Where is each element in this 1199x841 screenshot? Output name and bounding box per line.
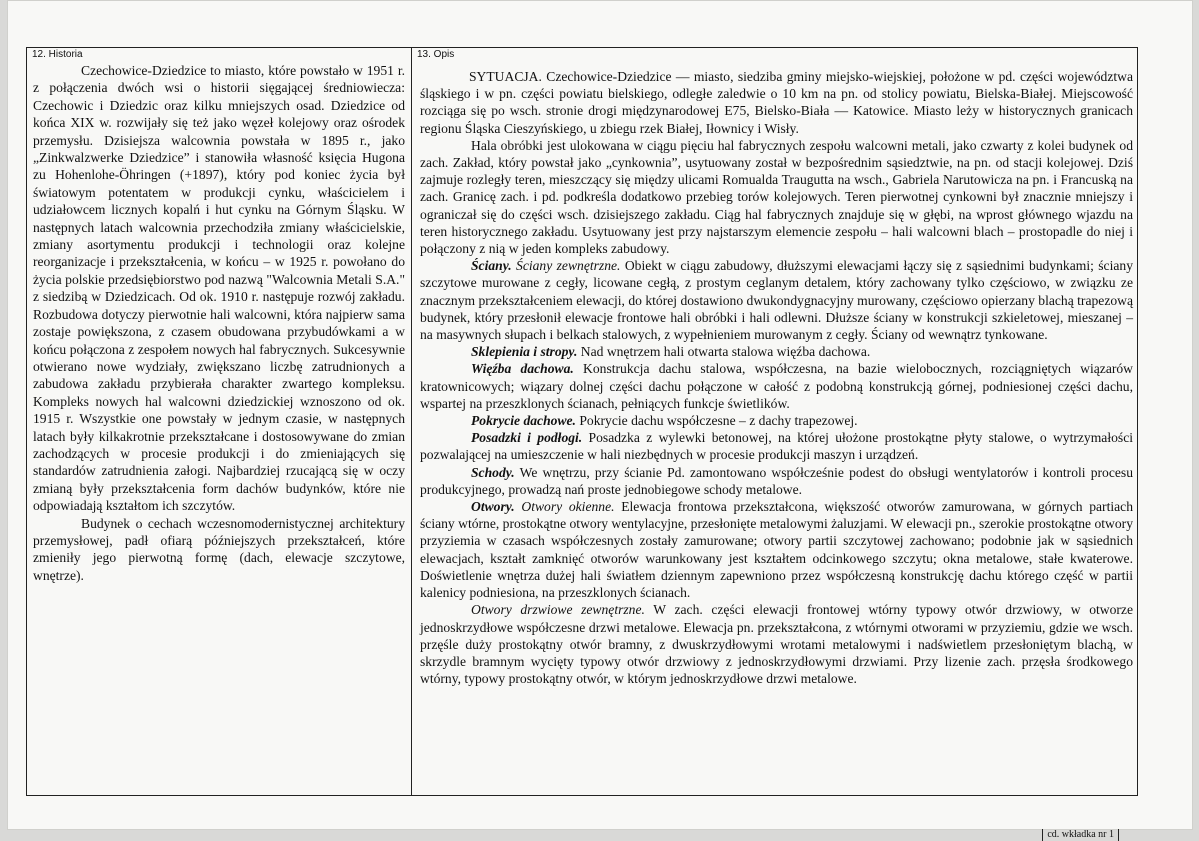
description-text: [420, 68, 1133, 687]
situacja-text: Czechowice-Dziedzice — miasto, siedziba gminy miejsko-wiejskiej, położone w pd. części województwa śląskiego i w pn. części powiatu bielskiego, odległe zaledwie o 10 km na pn. od stolicy powiatu, Bielska-Białej. Miejscowość rozciąga się po wsch. stronie drogi międzynarodowej E75, Bielsko-Biała — Katowice. Miasto leży w historycznych granicach regionu Śląska Cieszyńskiego, u zbiegu rzek Białej, Iłownicy i Wisły.: [420, 69, 1133, 136]
document-sheet: [7, 0, 1193, 840]
sklepienia-paragraph: [420, 343, 1133, 360]
sciany-paragraph: [420, 257, 1133, 343]
situacja-label: SYTUACJA.: [469, 69, 542, 84]
drzwi-text: W zach. części elewacji frontowej wtórny typowy otwór drzwiowy, w otworze jednoskrzydłowe współczesne drzwi metalowe. Elewacja pn. przekształcona, z wtórnymi otworami w przyziemiu, gdzie we wsch. przęśle duży prostokątny otwór bramny, z dwuskrzydłowymi wrotami metalowymi i nadświetlem przesłoniętym blachą, w skrzydle bramnym wycięty typowy otwór drzwiowy z jednoskrzydłowymi drzwiami. Przy lizenie zach. przęsła środkowego wtórny, typowy prostokątny otwór, w którym jednoskrzydłowe drzwi metalowe.: [420, 602, 1133, 687]
sciany-label: Ściany.: [471, 258, 512, 274]
pokrycie-label: Pokrycie dachowe.: [471, 413, 576, 429]
sciany-sublabel: Ściany zewnętrzne.: [511, 258, 621, 274]
wiezba-label: Więźba dachowa.: [471, 361, 574, 377]
history-paragraph-1: Czechowice-Dziedzice to miasto, które powstało w 1951 r. z połączenia dwóch wsi o historii sięgającej średniowiecza: Czechowic i Dziedzic oraz kilku mniejszych osad. Dziedzice od końca XIX w. rozwijały się też jako węzeł kolejowy oraz ośrodek przemysłu. Dzisiejsza walcownia powstała w 1895 r., jako „Zinkwalzwerke Dziedzice” i stanowiła własność księcia Hugona zu Hohenlohe-Öhringen (+1897), który pod koniec życia był światowym potentatem w produkcji cynku, właścicielem i udziałowcem licznych kopalń i hut cynku na Górnym Śląsku. W następnych latach walcownia przechodziła zmiany właścicielskie, zmiany asortymentu produkcji i technologii oraz kolejne reorganizacje i przekształcenia, w końcu – w 1925 r. powołano do życia polskie przedsiębiorstwo pod nazwą "Walcownia Metali S.A." z siedzibą w Dziedzicach. Od ok. 1910 r. następuje rozwój zakładu. Rozbudowa dotyczy pierwotnie hali walcowni, która najpierw sama zostaje powiększona, z czasem obudowana przybudówkami a w końcu połączona z zespołem nowych hal fabrycznych. Sukcesywnie otwierano nowe wydziały, zwiększano liczbę zatrudnionych a zabudowa zakładu przybierała charakter zwartego kompleksu. Kompleks nowych hal walcowni dziedzickiej wznoszono od ok. 1915 r. Wszystkie one powstały w jednym czasie, w następnych latach były kilkakrotnie przekształcane i dostosowywane do zmian zachodzących w procesie produkcji i do zmieniających się standardów zatrudnienia załogi. Najbardziej rzucającą się w oczy zmianą były przekształcenia form dachów budynków, które nie odpowiadają kształtom ich szczytów.: [33, 63, 405, 514]
otwory-text: Elewacja frontowa przekształcona, większość otworów zamurowana, w górnych partiach ściany wtórne, prostokątne otwory wentylacyjne, przesłonięte metalowymi żaluzjami. W elewacji pn., szerokie prostokątne otwory przyziemia w czasach współczesnych zostały zamurowane; otwory partii szczytowej zachowano; podobnie jak w sąsiednich elewacjach, kształt zamknięć otworów warunkowany jest kształtem odcinkowego szczytu; okna metalowe, stałe kwaterowe. Doświetlenie wnętrza dużej hali światłem dziennym zapewniono przez współczesną konstrukcję dachu którego część w partii kalenicy podniesiona, na przeszklonych ścianach.: [420, 499, 1133, 601]
history-column: [27, 48, 412, 795]
wiezba-paragraph: [420, 360, 1133, 412]
pokrycie-paragraph: [420, 412, 1133, 429]
pokrycie-text: Pokrycie dachu współczesne – z dachy trapezowej.: [575, 413, 858, 429]
history-section-header: 12. Historia: [32, 49, 83, 60]
otwory-sublabel: Otwory okienne.: [514, 499, 615, 515]
schody-text: We wnętrzu, przy ścianie Pd. zamontowano współcześnie podest do obsługi wentylatorów i kontroli procesu produkcyjnego, prowadzą nań proste jednobiegowe schody metalowe.: [420, 464, 1133, 497]
continuation-note: cd. wkładka nr 1: [1042, 829, 1119, 841]
sklepienia-label: Sklepienia i stropy.: [471, 344, 578, 360]
situacja-paragraph: [420, 68, 1133, 137]
drzwi-paragraph: [420, 601, 1133, 687]
history-text: [33, 62, 405, 584]
posadzki-paragraph: [420, 429, 1133, 463]
drzwi-sublabel: Otwory drzwiowe zewnętrzne.: [471, 602, 645, 618]
hala-paragraph: Hala obróbki jest ulokowana w ciągu pięciu hal fabrycznych zespołu walcowni metali, jako czwarty z kolei budynek od zach. Zakład, który powstał jako „cynkownia”, usytuowany został w bezpośrednim sąsiedztwie, na pn. od stacji kolejowej. Dziś zajmuje rozległy teren, mieszczący się między ulicami Romualda Traugutta na wsch., Gabriela Narutowicza na pn. i Francuską na zach. Granicę zach. i pd. podkreśla dodatkowo przebieg torów kolejowych. Teren pierwotnej cynkowni był znacznie mniejszy i ograniczał się do części wsch. dzisiejszego zakładu. Ciąg hal fabrycznych znajduje się w głębi, na wprost głównego wjazdu na teren historycznego zakładu. Usytuowany jest przy najstarszym elemencie zespołu – hali walcowni blach – prostopadle do niej i połączony z nią w jeden kompleks zabudowy.: [420, 137, 1133, 257]
history-paragraph-2: Budynek o cechach wczesnomodernistycznej architektury przemysłowej, padł ofiarą późniejszych przekształceń, które zmieniły jego pierwotną formę (dach, elewacje szczytowe, wnętrze).: [33, 515, 405, 583]
otwory-label: Otwory.: [471, 499, 515, 515]
posadzki-text: Posadzka z wylewki betonowej, na której ułożone prostokątne płyty stalowe, o wytrzymałości pozwalającej na umieszczenie w hali niezbędnych w procesie produkcji maszyn i urządzeń.: [420, 430, 1134, 463]
schody-paragraph: [420, 464, 1133, 498]
schody-label: Schody.: [471, 464, 515, 480]
wiezba-text: Konstrukcja dachu stalowa, współczesna, na bazie wielobocznych, rozciągniętych wiązarów kratownicowych; wiązary dolnej części dachu połączone w całość z podobną konstrukcją górnej, podniesionej części dachu, wspartej na przeszklonych ścianach, pełniących funkcje świetlików.: [420, 361, 1133, 411]
sklepienia-text: Nad wnętrzem hali otwarta stalowa więźba dachowa.: [577, 344, 871, 360]
form-frame: [26, 47, 1138, 840]
otwory-paragraph: [420, 498, 1133, 601]
sciany-text: Obiekt w ciągu zabudowy, dłuższymi elewacjami łączy się z sąsiednimi budynkami; ściany szczytowe murowane z cegły, licowane cegłą, z prostym ceglanym detalem, który zachowany tylko częściowo, w związku ze znacznym przekształceniem elewacji, do której dostawiono dwukondygnacyjny murowany, częściowo opierzany blachą trapezową budynek, który przesłonił elewacje frontowe hali obróbki i hali odlewni. Dłuższe ściany w konstrukcji szkieletowej, mieszanej – na masywnych słupach i belkach stalowych, z wypełnieniem murowanym z cegły. Ściany od wewnątrz tynkowane.: [420, 258, 1133, 343]
description-column: [412, 48, 1137, 840]
description-section-header: 13. Opis: [417, 49, 455, 60]
posadzki-label: Posadzki i podłogi.: [471, 430, 583, 446]
